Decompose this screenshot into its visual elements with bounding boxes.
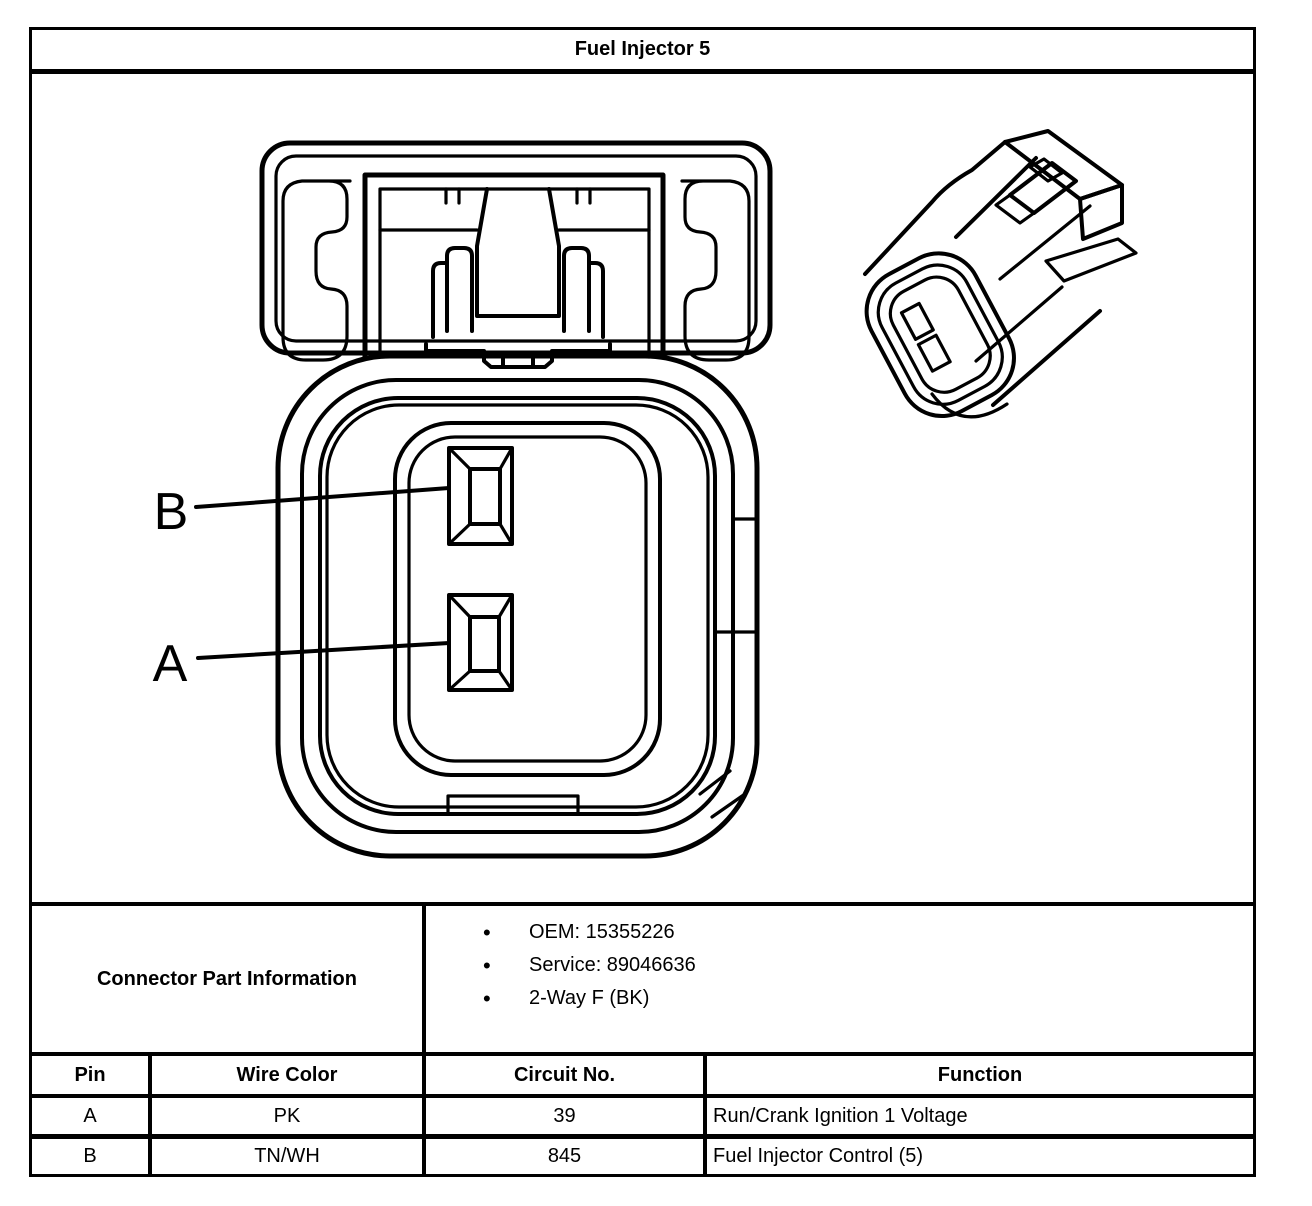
connector-diagram-svg xyxy=(32,74,1253,902)
header-circuit-no: Circuit No. xyxy=(426,1056,707,1094)
pin-a-function: Run/Crank Ignition 1 Voltage xyxy=(713,1104,968,1127)
pin-a-wire-color: PK xyxy=(152,1098,426,1134)
header-function: Function xyxy=(937,1063,1023,1086)
pin-b-label: B xyxy=(153,483,189,541)
pin-b-circuit-no: 845 xyxy=(426,1139,707,1174)
connector-diagram xyxy=(32,74,1253,902)
page-title: Fuel Injector 5 xyxy=(574,38,711,60)
pin-b-wire-color: TN/WH xyxy=(152,1139,426,1174)
part-info-way: • 2-Way F (BK) xyxy=(483,982,1253,1015)
iso-flange xyxy=(1046,239,1136,281)
header-wire-color: Wire Color xyxy=(152,1056,426,1094)
pin-table-header xyxy=(32,1052,1253,1094)
connector-part-information-details xyxy=(426,906,1253,1052)
pin-b-function: Fuel Injector Control (5) xyxy=(713,1145,924,1167)
connector-body xyxy=(278,356,757,856)
connector-front-view xyxy=(153,143,770,856)
bottom-panel xyxy=(448,796,578,814)
title-bar xyxy=(32,30,1253,74)
pin-b-cavity xyxy=(449,448,512,544)
connector-iso-view xyxy=(852,131,1136,431)
pin-a-pin: A xyxy=(32,1098,152,1134)
pin-a-circuit-no: 39 xyxy=(426,1098,707,1134)
pin-a-cavity xyxy=(449,595,512,690)
part-info-oem: • OEM: 15355226 xyxy=(483,916,1253,949)
header-pin: Pin xyxy=(32,1056,152,1094)
pin-b-pin: B xyxy=(32,1139,152,1174)
latch-assembly xyxy=(365,175,663,367)
connector-part-information-row xyxy=(32,902,1253,1052)
table-row-pin-a xyxy=(32,1094,1253,1134)
connector-part-information-label: Connector Part Information xyxy=(32,906,426,1052)
part-info-service: • Service: 89046636 xyxy=(483,949,1253,982)
left-ear xyxy=(283,181,350,360)
leader-line-b xyxy=(196,488,449,507)
leader-line-a xyxy=(198,643,449,658)
right-ear xyxy=(682,181,749,360)
connector-datasheet xyxy=(29,27,1256,1177)
pin-a-label: A xyxy=(152,635,188,693)
table-row-pin-b xyxy=(32,1134,1253,1174)
